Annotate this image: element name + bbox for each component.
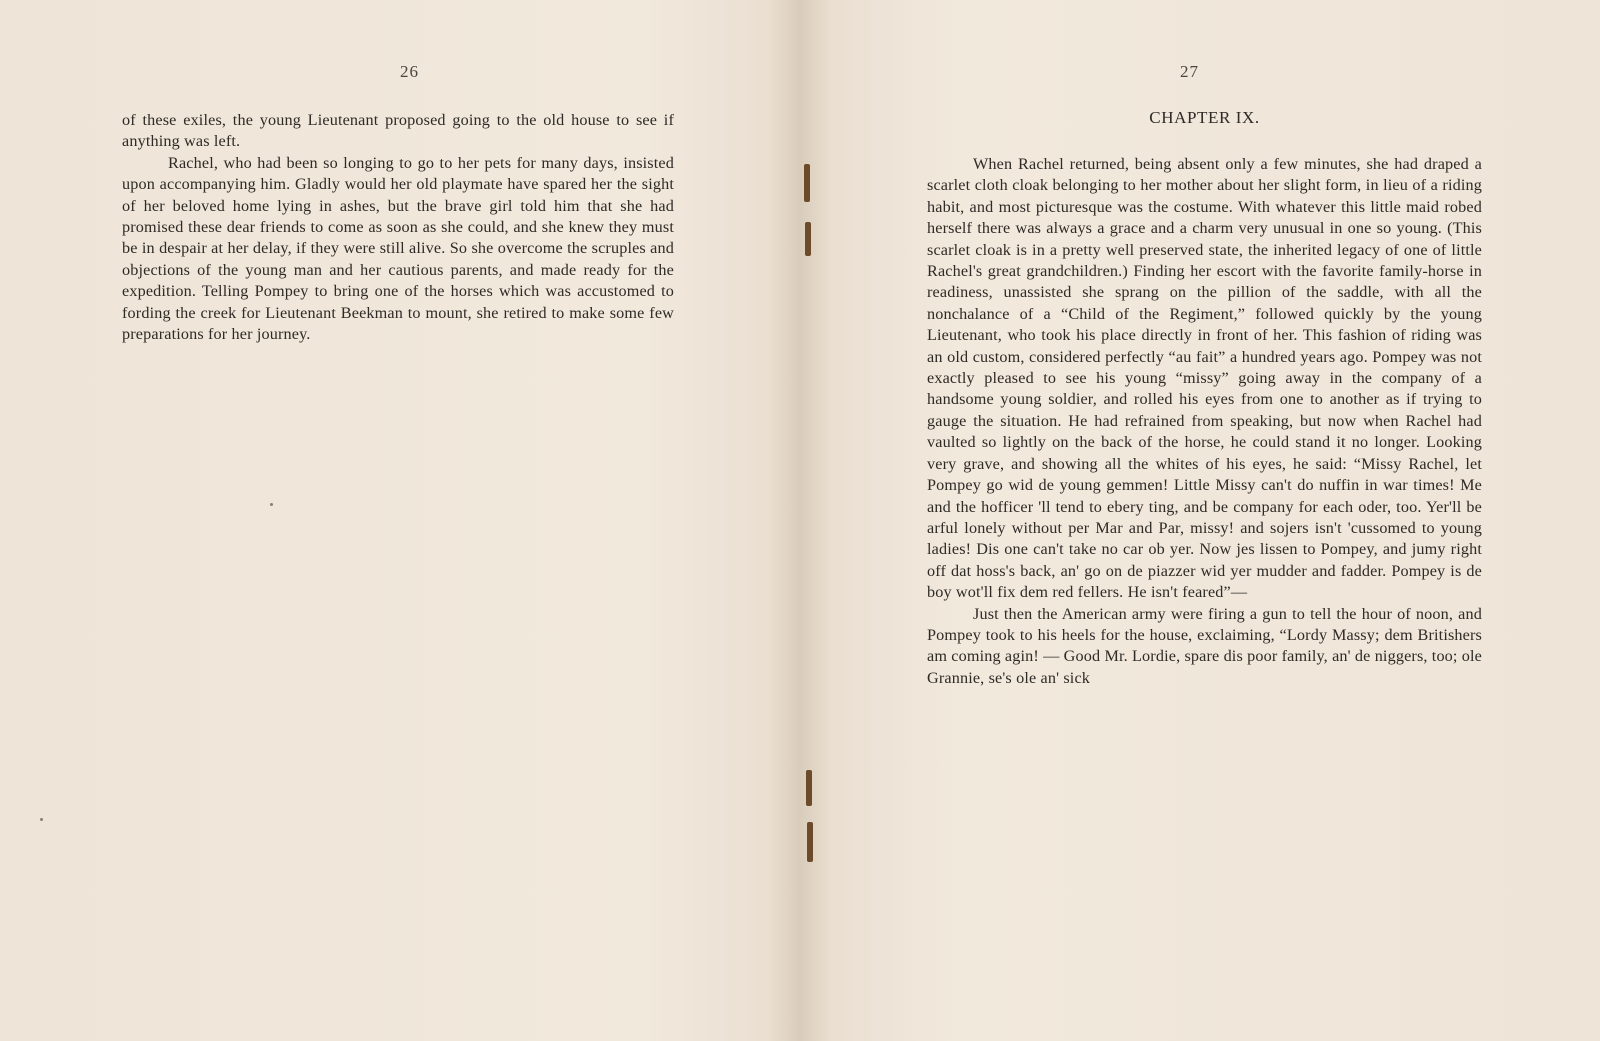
chapter-heading: CHAPTER IX. [1149,108,1260,127]
paper-speck [40,818,43,821]
page-number-left: 26 [400,62,419,81]
page-number-right: 27 [1180,62,1199,81]
paragraph: Rachel, who had been so longing to go to her pets for many days, insisted upon accompanying him. Gladly would her old playmate have spared her the sight of her beloved home lying in ashes, but the brave girl told him that she had promised these dear friends to come as soon as she could, and she knew they must be in despair at her delay, if they were still alive. So she overcome the scruples and objections of the young man and her cautious parents, and made ready for the expedition. Telling Pompey to bring one of the horses which was accustomed to fording the creek for Lieutenant Beekman to mount, she retired to make some few preparations for her journey. [122,153,674,344]
paragraph: Just then the American army were firing a gun to tell the hour of noon, and Pompey took to his heels for the house, exclaiming, “Lordy Massy; dem Britishers am coming agin! — Good Mr. Lordie, spare dis poor family, an' de niggers, too; ole Grannie, se's ole an' sick [927,604,1482,687]
right-page-text [927,154,1482,689]
binding-stitch [805,222,811,256]
binding-stitch [806,770,812,806]
paragraph: When Rachel returned, being absent only a few minutes, she had draped a scarlet cloth cloak belonging to her mother about her slight form, in lieu of a riding habit, and most picturesque was the costume. With whatever this little maid robed herself there was always a grace and a charm very unusual in one so young. (This scarlet cloak is in a pretty well preserved state, the inherited legacy of one of little Rachel's great grandchildren.) Finding her escort with the favorite family-horse in readiness, unassisted she sprang on the pillion of the saddle, with all the nonchalance of a “Child of the Regiment,” followed quickly by the young Lieutenant, who took his place directly in front of her. This fashion of riding was an old custom, considered perfectly “au fait” a hundred years ago. Pompey was not exactly pleased to see his young “missy” going away in the company of a handsome young soldier, and rolled his eyes from one to another as if trying to gauge the situation. He had refrained from speaking, but now when Rachel had vaulted so lightly on the back of the horse, he could stand it no longer. Looking very grave, and showing all the whites of his eyes, he said: “Missy Rachel, let Pompey go wid de young gemmen! Little Missy can't do nuffin in war times! Me and the hofficer 'll tend to ebery ting, and be company for each oder, too. Yer'll be arful lonely without per Mar and Par, missy! and sojers isn't 'cussomed to young ladies! Dis one can't take no car ob yer. Now jes lissen to Pompey, and jumy right off dat hoss's back, an' go on de piazzer wid yer mudder and fadder. Pompey is de boy wot'll fix dem red fellers. He isn't feared”— [927,155,1482,602]
paper-speck [270,503,273,506]
left-page-text [122,110,674,345]
binding-stitch [807,822,813,862]
paragraph: of these exiles, the young Lieutenant proposed going to the old house to see if anything was left. [122,111,674,151]
binding-stitch [804,164,810,202]
right-page [800,0,1600,1041]
